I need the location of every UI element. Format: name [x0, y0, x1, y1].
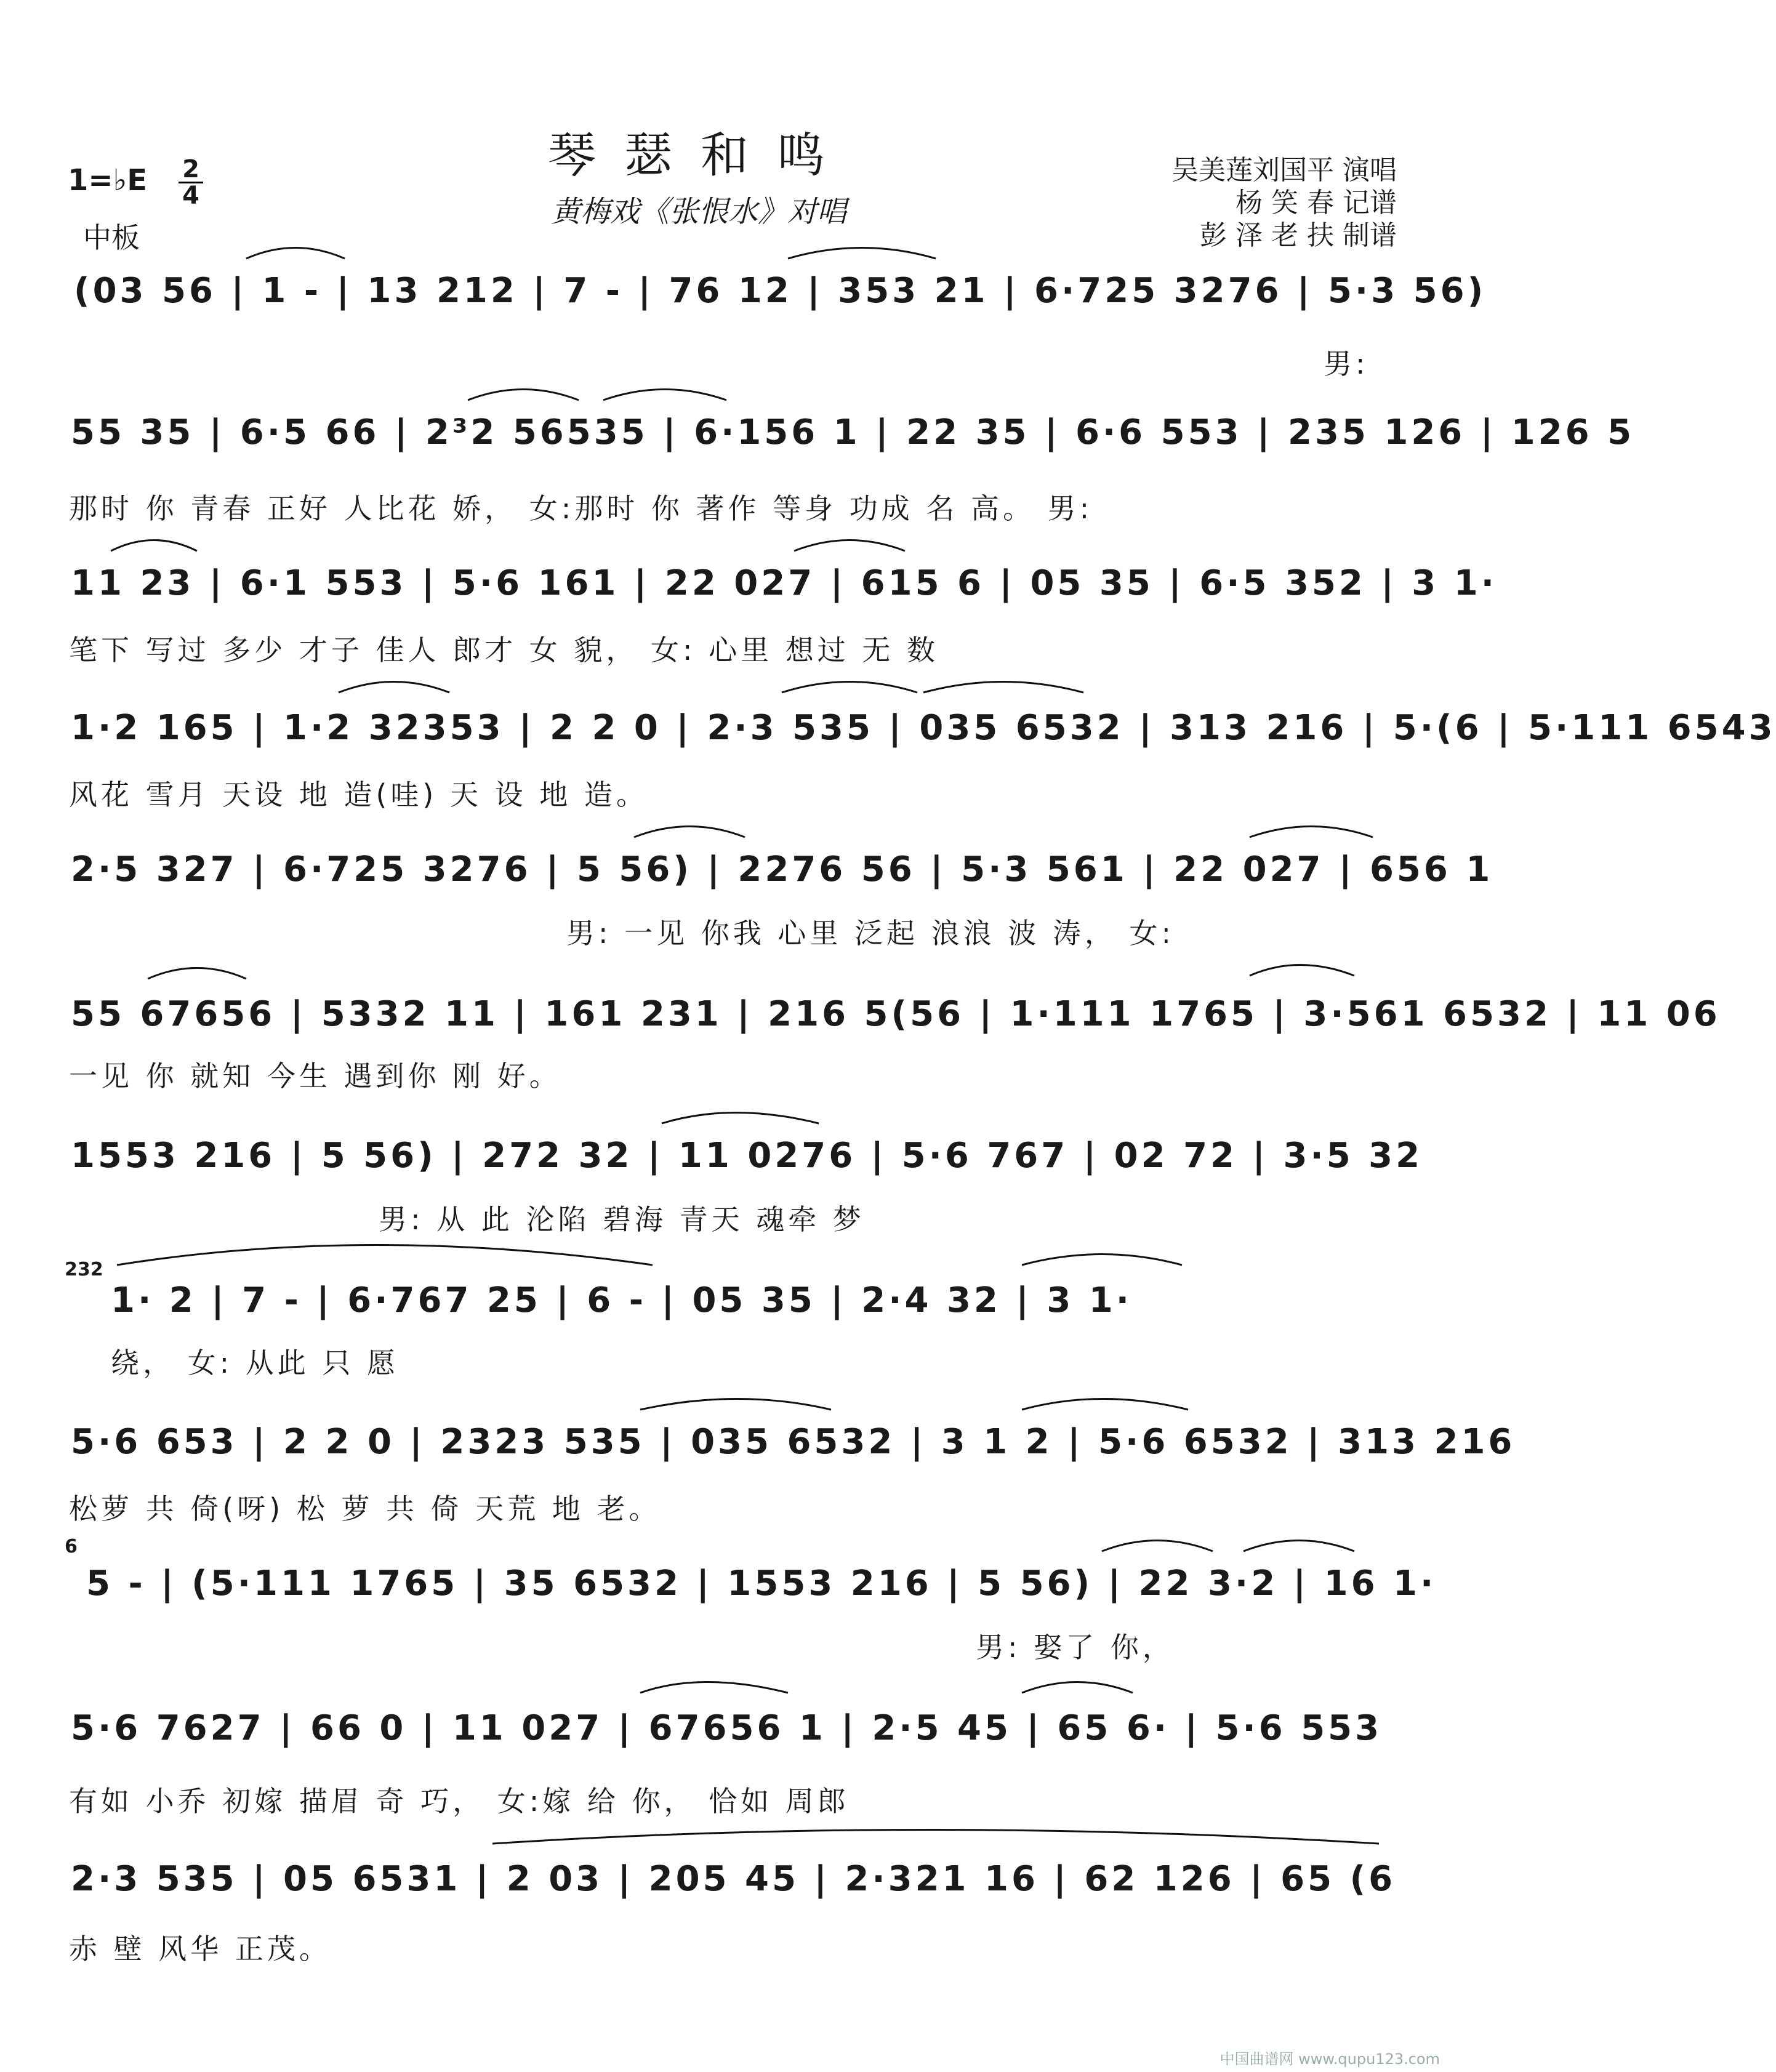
system-7-lyrics: 男: 从 此 沦陷 碧海 青天 魂牵 梦	[379, 1203, 865, 1236]
slur	[788, 248, 936, 259]
system-12-lyrics: 赤 壁 风华 正茂。	[69, 1932, 331, 1966]
system-9-lyrics: 松萝 共 倚(呀) 松 萝 共 倚 天荒 地 老。	[69, 1492, 661, 1525]
slur	[339, 682, 449, 693]
system-7-notes: 1553 216 | 5 56) | 272 32 | 11 0276 | 5·6 767 | 02 72 | 3·5 32	[71, 1136, 1423, 1176]
tempo-marking: 中板	[83, 221, 140, 254]
system-12-notes: 2·3 535 | 05 6531 | 2 03 | 205 45 | 2·321 16 | 62 126 | 65 (6	[71, 1859, 1396, 1899]
system-2-lyrics: 那时 你 青春 正好 人比花 娇， 女:那时 你 著作 等身 功成 名 高。 男:	[69, 492, 1093, 525]
system-6-notes: 55 67656 | 5332 11 | 161 231 | 216 5(56 | 1·111 1765 | 3·561 6532 | 11 06	[71, 994, 1721, 1034]
slur	[468, 390, 579, 401]
key-signature: 1=♭E	[68, 163, 148, 198]
slur	[782, 682, 917, 693]
slur	[1244, 1541, 1354, 1552]
credit-singers: 吴美莲刘国平 演唱	[1171, 155, 1397, 186]
site-watermark: 中国曲谱网 www.qupu123.com	[1219, 2050, 1440, 2068]
slur	[111, 540, 197, 552]
slur	[117, 1245, 653, 1266]
system-1-lyrics: 男:	[1324, 347, 1369, 380]
credit-engraver: 彭 泽 老 扶 制谱	[1200, 220, 1397, 251]
grace-note-6: 6	[65, 1536, 78, 1557]
slur	[603, 390, 726, 401]
grace-notes-232: 232	[65, 1259, 103, 1280]
slur	[1250, 827, 1373, 838]
slur	[923, 682, 1083, 693]
system-10-lyrics: 男: 娶了 你，	[976, 1631, 1175, 1664]
slur	[634, 827, 745, 838]
slur	[794, 540, 905, 552]
system-1-notes: (03 56 | 1 - | 13 212 | 7 - | 76 12 | 353 21 | 6·725 3276 | 5·3 56)	[74, 271, 1487, 311]
song-subtitle: 黄梅戏《张恨水》对唱	[551, 195, 847, 229]
system-6-lyrics: 一见 你 就知 今生 遇到你 刚 好。	[69, 1059, 561, 1093]
credit-transcriber: 杨 笑 春 记谱	[1236, 187, 1397, 219]
system-2-notes: 55 35 | 6·5 66 | 2³2 56535 | 6·156 1 | 22 35 | 6·6 553 | 235 126 | 126 5	[71, 412, 1635, 452]
slur	[640, 1682, 788, 1693]
system-3-lyrics: 笔下 写过 多少 才子 佳人 郎才 女 貌， 女: 心里 想过 无 数	[69, 633, 939, 667]
slur	[246, 248, 345, 259]
slur	[1250, 965, 1354, 976]
slur	[1022, 1255, 1182, 1266]
system-4-lyrics: 风花 雪月 天设 地 造(哇) 天 设 地 造。	[69, 778, 648, 811]
system-11-lyrics: 有如 小乔 初嫁 描眉 奇 巧， 女:嫁 给 你， 恰如 周郎	[69, 1785, 850, 1818]
system-8-lyrics: 绕， 女: 从此 只 愿	[111, 1346, 399, 1379]
system-9-notes: 5·6 653 | 2 2 0 | 2323 535 | 035 6532 | 3 1 2 | 5·6 6532 | 313 216	[71, 1422, 1516, 1462]
slur	[1022, 1399, 1188, 1410]
system-4-notes: 1·2 165 | 1·2 32353 | 2 2 0 | 2·3 535 | 035 6532 | 313 216 | 5·(6 | 5·111 6543	[71, 708, 1776, 748]
system-3-notes: 11 23 | 6·1 553 | 5·6 161 | 22 027 | 615 6 | 05 35 | 6·5 352 | 3 1·	[71, 563, 1497, 603]
slur	[662, 1113, 819, 1124]
system-8-notes: 1· 2 | 7 - | 6·767 25 | 6 - | 05 35 | 2·4 32 | 3 1·	[111, 1280, 1133, 1320]
system-11-notes: 5·6 7627 | 66 0 | 11 027 | 67656 1 | 2·5 45 | 65 6· | 5·6 553	[71, 1708, 1383, 1748]
system-5-lyrics: 男: 一见 你我 心里 泛起 浪浪 波 涛， 女:	[566, 917, 1175, 950]
meter-top: 2	[182, 155, 199, 183]
slur	[1022, 1682, 1133, 1693]
slur	[148, 968, 246, 979]
system-5-notes: 2·5 327 | 6·725 3276 | 5 56) | 2276 56 | 5·3 561 | 22 027 | 656 1	[71, 849, 1493, 889]
slur	[492, 1830, 1379, 1844]
slur	[640, 1399, 831, 1410]
system-10-notes: 5 - | (5·111 1765 | 35 6532 | 1553 216 | 5 56) | 22 3·2 | 16 1·	[86, 1564, 1437, 1604]
meter-bottom: 4	[179, 182, 203, 208]
slur	[1102, 1541, 1213, 1552]
song-title: 琴瑟和鸣	[548, 128, 854, 183]
